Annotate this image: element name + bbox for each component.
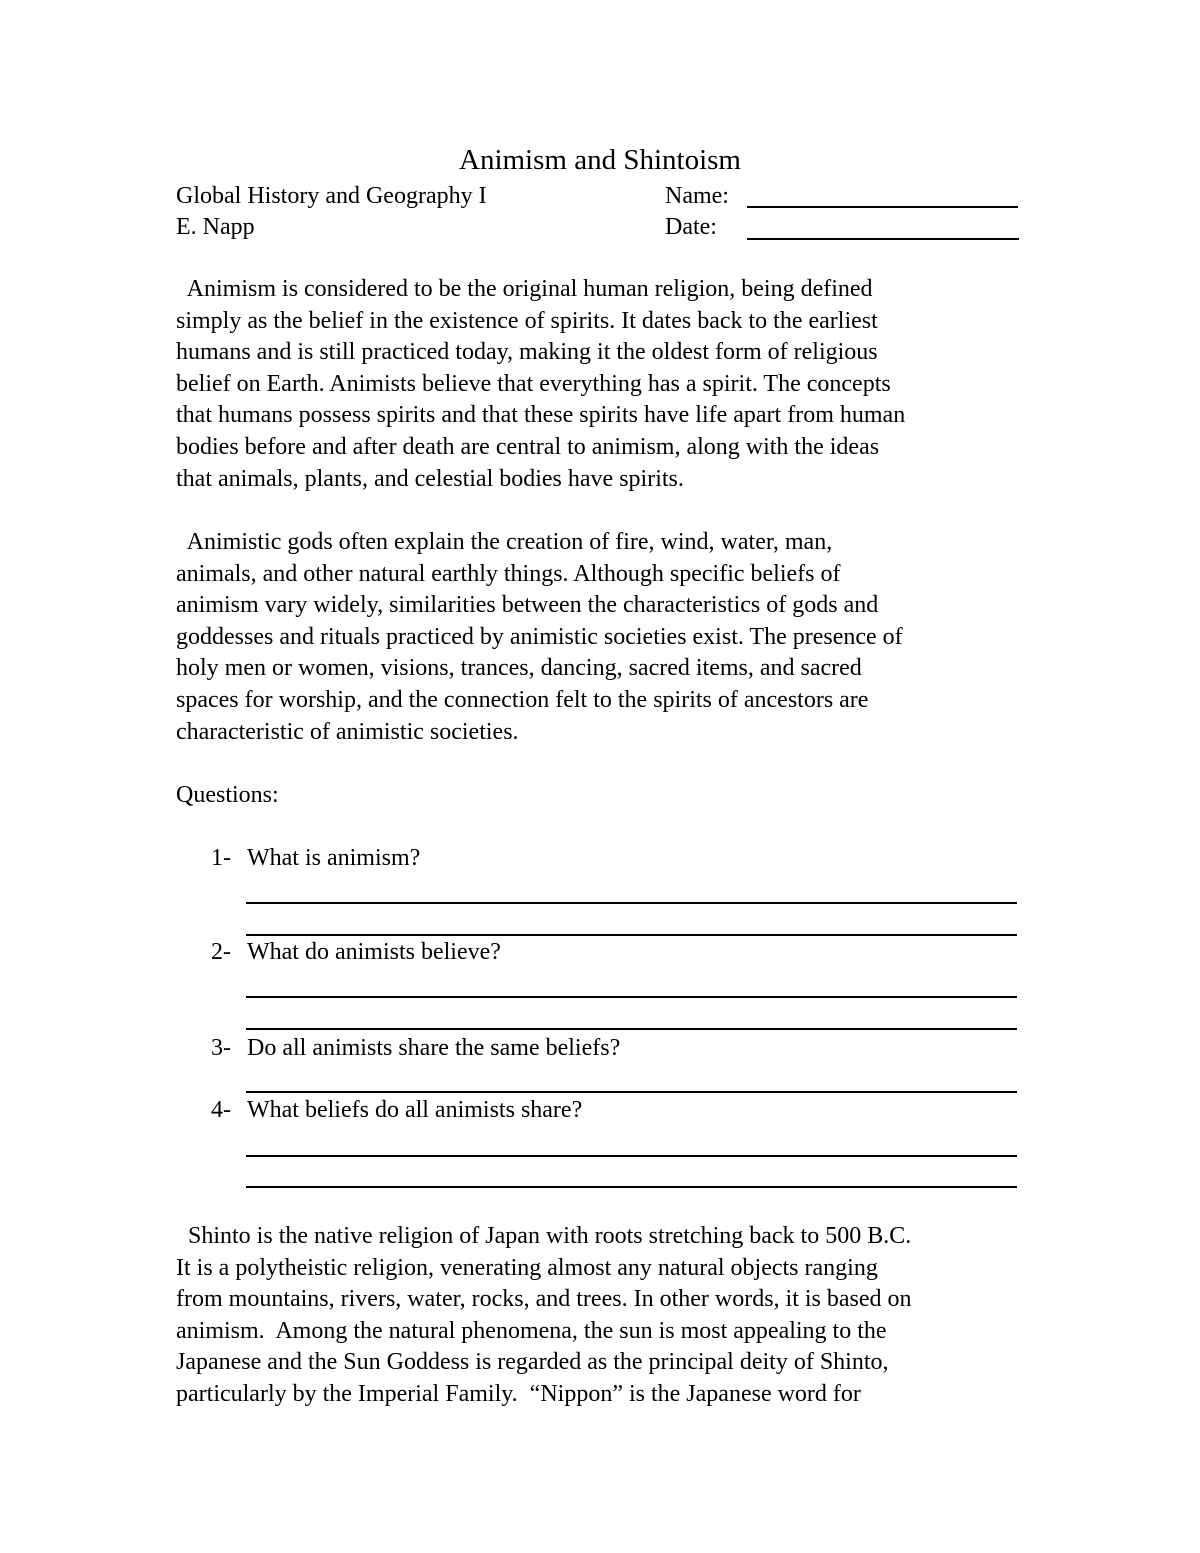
paragraph-line: Animistic gods often explain the creation of fire, wind, water, man, (176, 529, 833, 555)
paragraph-line: holy men or women, visions, trances, dancing, sacred items, and sacred (176, 655, 862, 682)
page-title: Animism and Shintoism (459, 144, 741, 176)
paragraph-line: animism vary widely, similarities between the characteristics of gods and (176, 592, 879, 619)
paragraph-shinto (176, 1221, 1056, 1411)
answer-line[interactable] (246, 1091, 1017, 1093)
answer-line[interactable] (246, 1155, 1017, 1157)
date-label: Date: (665, 214, 717, 240)
question-text: What is animism? (247, 845, 421, 871)
paragraph-line: Shinto is the native religion of Japan with roots stretching back to 500 B.C. (176, 1223, 912, 1249)
name-label: Name: (665, 183, 729, 209)
answer-line[interactable] (246, 1186, 1017, 1188)
question-number: 1- (211, 845, 231, 871)
paragraph-line: simply as the belief in the existence of spirits. It dates back to the earliest (176, 307, 878, 334)
paragraph-line: characteristic of animistic societies. (176, 718, 519, 745)
question-text: What beliefs do all animists share? (247, 1097, 583, 1123)
paragraph-line: animism. Among the natural phenomena, the sun is most appealing to the (176, 1317, 887, 1344)
paragraph-line: spaces for worship, and the connection felt to the spirits of ancestors are (176, 686, 869, 713)
question-text: Do all animists share the same beliefs? (247, 1035, 621, 1061)
paragraph-line: goddesses and rituals practiced by animistic societies exist. The presence of (176, 623, 903, 650)
paragraph-line: humans and is still practiced today, making it the oldest form of religious (176, 339, 878, 366)
paragraph-line: that animals, plants, and celestial bodies have spirits. (176, 465, 684, 492)
paragraph-line: Japanese and the Sun Goddess is regarded as the principal deity of Shinto, (176, 1349, 889, 1376)
question-text: What do animists believe? (247, 939, 501, 965)
answer-line[interactable] (246, 934, 1017, 936)
paragraph-line: Animism is considered to be the original human religion, being defined (176, 276, 873, 302)
paragraph-line: from mountains, rivers, water, rocks, and trees. In other words, it is based on (176, 1286, 912, 1313)
paragraph-line: belief on Earth. Animists believe that everything has a spirit. The concepts (176, 370, 891, 397)
questions-heading: Questions: (176, 782, 279, 808)
question-number: 3- (211, 1035, 231, 1061)
answer-line[interactable] (246, 902, 1017, 904)
question-number: 4- (211, 1097, 231, 1123)
paragraph-animistic-gods (176, 527, 1056, 748)
question-number: 2- (211, 939, 231, 965)
teacher-name: E. Napp (176, 214, 255, 240)
date-field-line[interactable] (747, 238, 1019, 240)
paragraph-line: animals, and other natural earthly things. Although specific beliefs of (176, 560, 841, 587)
paragraph-line: particularly by the Imperial Family. “Nippon” is the Japanese word for (176, 1380, 861, 1407)
answer-line[interactable] (246, 1028, 1017, 1030)
paragraph-animism-definition (176, 274, 1056, 495)
paragraph-line: that humans possess spirits and that these spirits have life apart from human (176, 402, 906, 429)
paragraph-line: bodies before and after death are central to animism, along with the ideas (176, 433, 880, 460)
course-name: Global History and Geography I (176, 183, 487, 209)
paragraph-line: It is a polytheistic religion, venerating almost any natural objects ranging (176, 1254, 878, 1281)
name-field-line[interactable] (747, 206, 1018, 208)
answer-line[interactable] (246, 996, 1017, 998)
